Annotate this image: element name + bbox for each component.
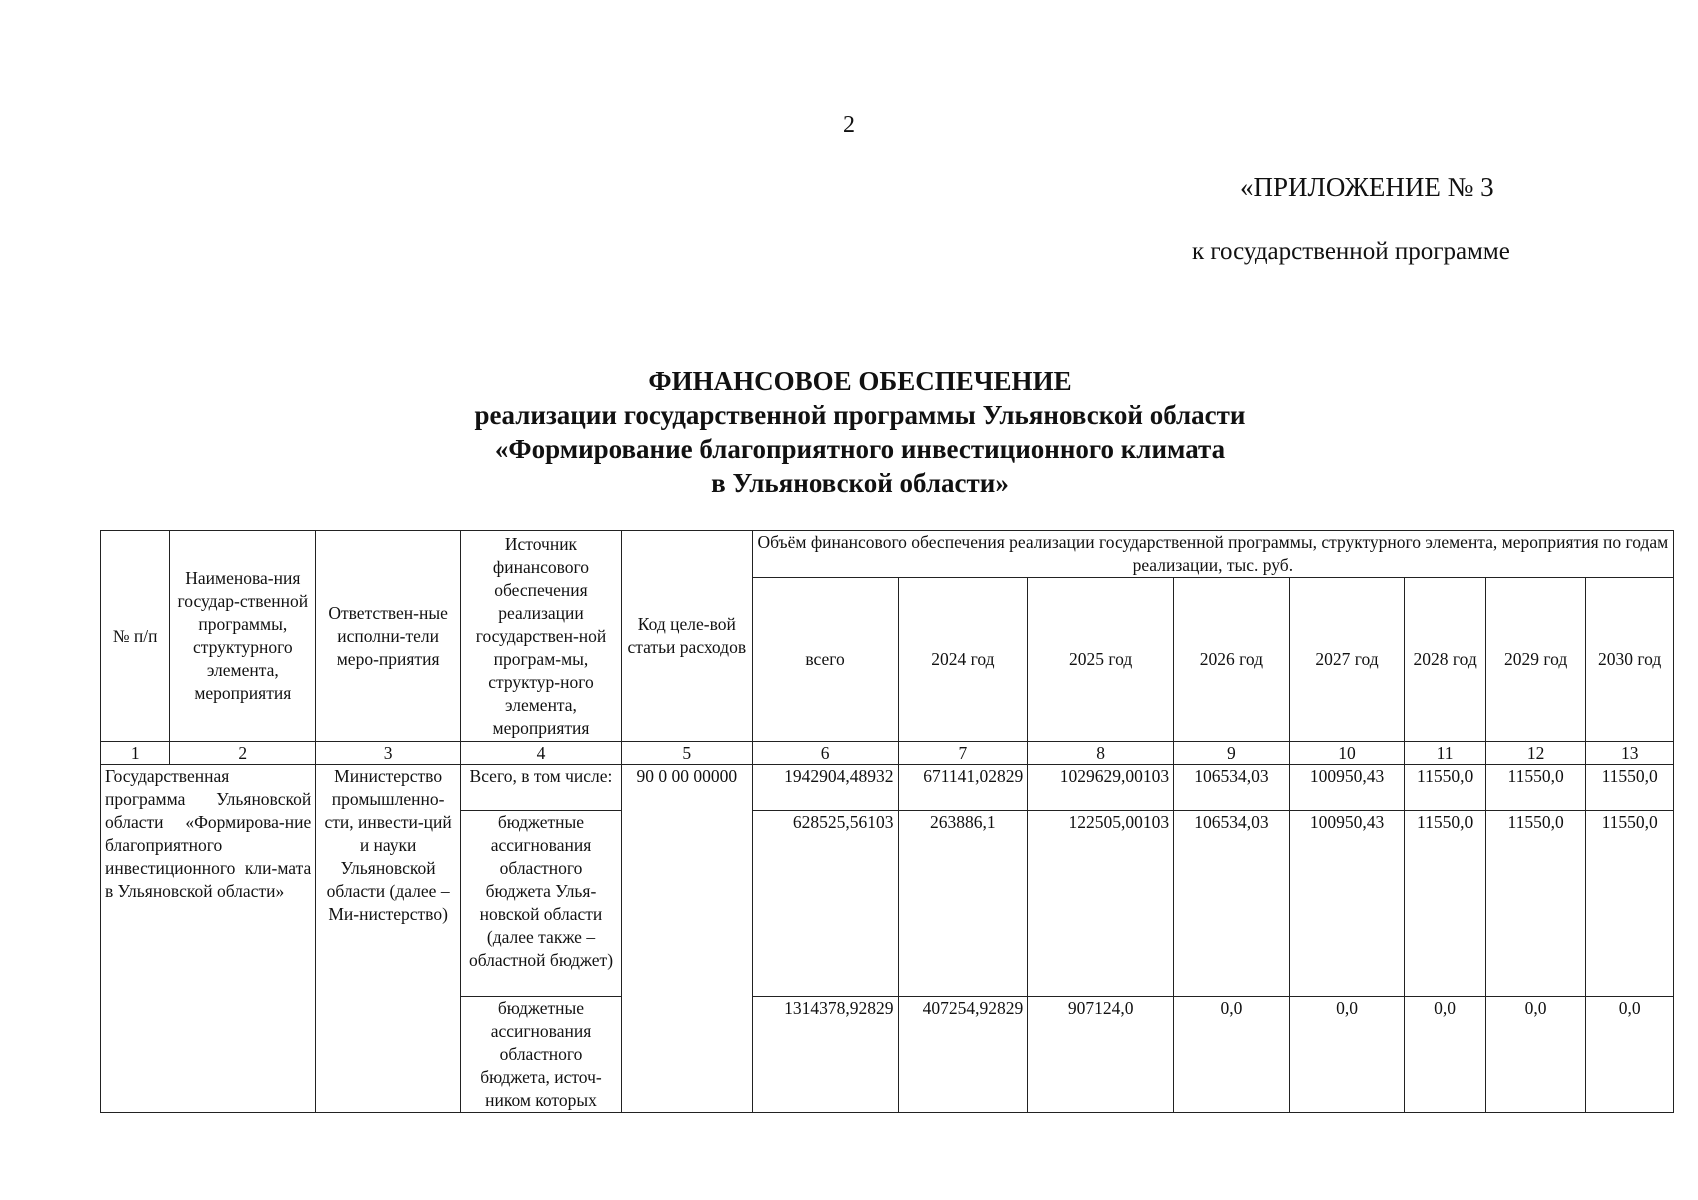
header-year-2029: 2029 год: [1485, 578, 1586, 742]
value-cell: 11550,0: [1586, 811, 1674, 997]
header-name: Наименова-ния государ-ственной программы, структурного элемента, мероприятия: [170, 531, 316, 742]
header-code: Код целе-вой статьи расходов: [621, 531, 752, 742]
table-row: [101, 765, 1674, 811]
value-cell: 0,0: [1586, 997, 1674, 1113]
header-num: № п/п: [101, 531, 170, 742]
document-title: [0, 364, 1698, 500]
value-cell: 0,0: [1405, 997, 1485, 1113]
column-number: 13: [1586, 742, 1674, 765]
value-cell: 407254,92829: [898, 997, 1028, 1113]
source-cell: бюджетные ассигнования областного бюджета, источ-ником которых: [461, 997, 622, 1113]
header-year-2025: 2025 год: [1028, 578, 1174, 742]
program-name: Государственная программа Ульяновской области «Формирова-ние благоприятного инвестиционного кли-мата в Ульяновской области»: [101, 765, 316, 1113]
value-cell: 1942904,48932: [752, 765, 898, 811]
annex-title: «ПРИЛОЖЕНИЕ № 3: [1240, 172, 1494, 202]
title-line-2: реализации государственной программы Ульяновской области: [474, 400, 1246, 430]
value-cell: 0,0: [1289, 997, 1405, 1113]
title-line-4: в Ульяновской области»: [711, 468, 1009, 498]
value-cell: 100950,43: [1289, 811, 1405, 997]
column-number: 8: [1028, 742, 1174, 765]
value-cell: 263886,1: [898, 811, 1028, 997]
column-number: 12: [1485, 742, 1586, 765]
value-cell: 907124,0: [1028, 997, 1174, 1113]
value-cell: 671141,02829: [898, 765, 1028, 811]
annex-subtitle: к государственной программе: [1192, 238, 1510, 265]
title-line-1: ФИНАНСОВОЕ ОБЕСПЕЧЕНИЕ: [648, 366, 1072, 396]
value-cell: 628525,56103: [752, 811, 898, 997]
value-cell: 11550,0: [1485, 765, 1586, 811]
source-cell: бюджетные ассигнования областного бюджета Улья-новской области (далее также – областной бюджет): [461, 811, 622, 997]
column-number: 7: [898, 742, 1028, 765]
column-number-row: [101, 742, 1674, 765]
header-volume: Объём финансового обеспечения реализации государственной программы, структурного элемента, мероприятия по годам реализации, тыс. руб.: [752, 531, 1673, 578]
column-number: 1: [101, 742, 170, 765]
value-cell: 0,0: [1485, 997, 1586, 1113]
column-number: 2: [170, 742, 316, 765]
value-cell: 122505,00103: [1028, 811, 1174, 997]
program-executor: Министерство промышленно-сти, инвести-ций и науки Ульяновской области (далее – Ми-нистерство): [316, 765, 461, 1113]
header-year-2028: 2028 год: [1405, 578, 1485, 742]
column-number: 3: [316, 742, 461, 765]
value-cell: 11550,0: [1485, 811, 1586, 997]
header-year-2027: 2027 год: [1289, 578, 1405, 742]
value-cell: 11550,0: [1586, 765, 1674, 811]
value-cell: 1029629,00103: [1028, 765, 1174, 811]
header-source: Источник финансового обеспечения реализации государствен-ной програм-мы, структур-ного элемента, мероприятия: [461, 531, 622, 742]
header-year-2024: 2024 год: [898, 578, 1028, 742]
column-number: 11: [1405, 742, 1485, 765]
header-executor: Ответствен-ные исполни-тели меро-приятия: [316, 531, 461, 742]
target-code: 90 0 00 00000: [621, 765, 752, 1113]
column-number: 10: [1289, 742, 1405, 765]
column-number: 9: [1174, 742, 1290, 765]
page-number: 2: [843, 112, 855, 138]
value-cell: 0,0: [1174, 997, 1290, 1113]
value-cell: 106534,03: [1174, 765, 1290, 811]
value-cell: 11550,0: [1405, 765, 1485, 811]
column-number: 4: [461, 742, 622, 765]
source-cell: Всего, в том числе:: [461, 765, 622, 811]
value-cell: 106534,03: [1174, 811, 1290, 997]
header-total: всего: [752, 578, 898, 742]
title-line-3: «Формирование благоприятного инвестиционного климата: [494, 434, 1226, 464]
value-cell: 100950,43: [1289, 765, 1405, 811]
header-year-2026: 2026 год: [1174, 578, 1290, 742]
column-number: 5: [621, 742, 752, 765]
header-year-2030: 2030 год: [1586, 578, 1674, 742]
column-number: 6: [752, 742, 898, 765]
value-cell: 11550,0: [1405, 811, 1485, 997]
value-cell: 1314378,92829: [752, 997, 898, 1113]
financing-table: [100, 530, 1674, 1113]
